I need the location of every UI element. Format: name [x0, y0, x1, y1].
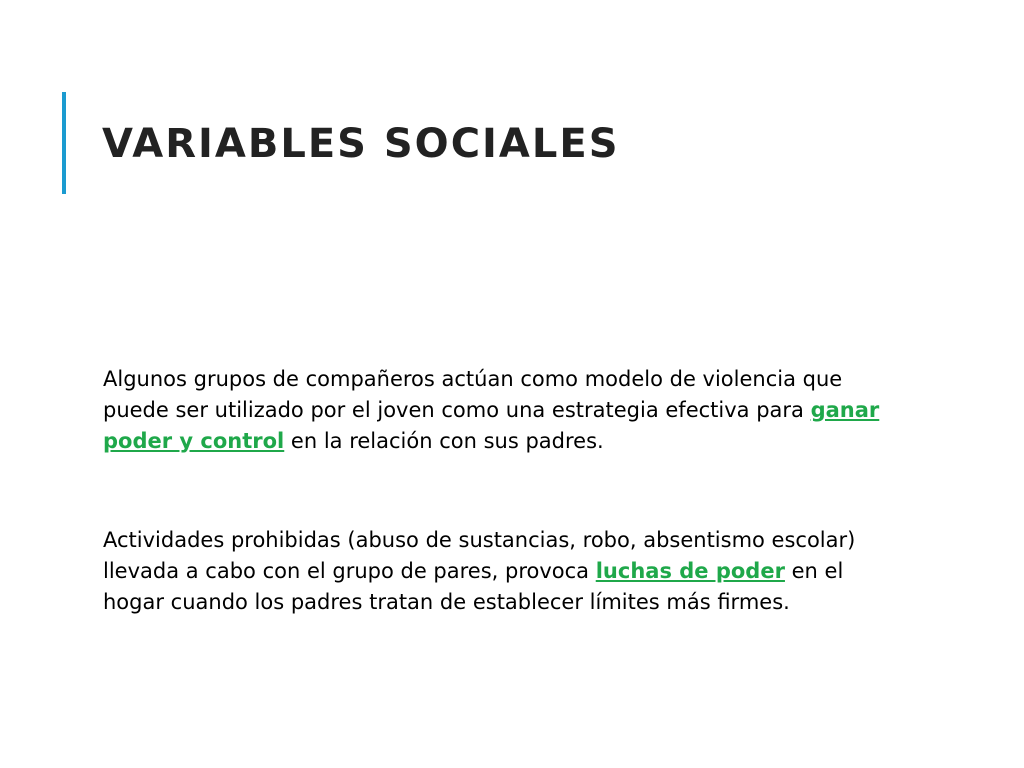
paragraph-prohibited-activities	[103, 525, 903, 618]
slide-title: VARIABLES SOCIALES	[102, 121, 620, 167]
highlight-power-struggles[interactable]: luchas de poder	[595, 559, 785, 583]
paragraph-2-text-end: en el hogar cuando los padres tratan de establecer límites más firmes.	[103, 559, 844, 614]
highlight-gain-power[interactable]: ganar poder y control	[103, 398, 880, 453]
paragraph-1-text-end: en la relación con sus padres.	[284, 429, 604, 453]
paragraph-peer-groups	[103, 364, 903, 457]
title-accent-bar	[62, 92, 66, 194]
paragraph-1-text-start: Algunos grupos de compañeros actúan como modelo de violencia que puede ser utilizado por el joven como una estrategia efectiva para	[103, 367, 843, 422]
paragraph-2-text-start: Actividades prohibidas (abuso de sustancias, robo, absentismo escolar) llevada a cabo con el grupo de pares, provoca	[103, 528, 856, 583]
